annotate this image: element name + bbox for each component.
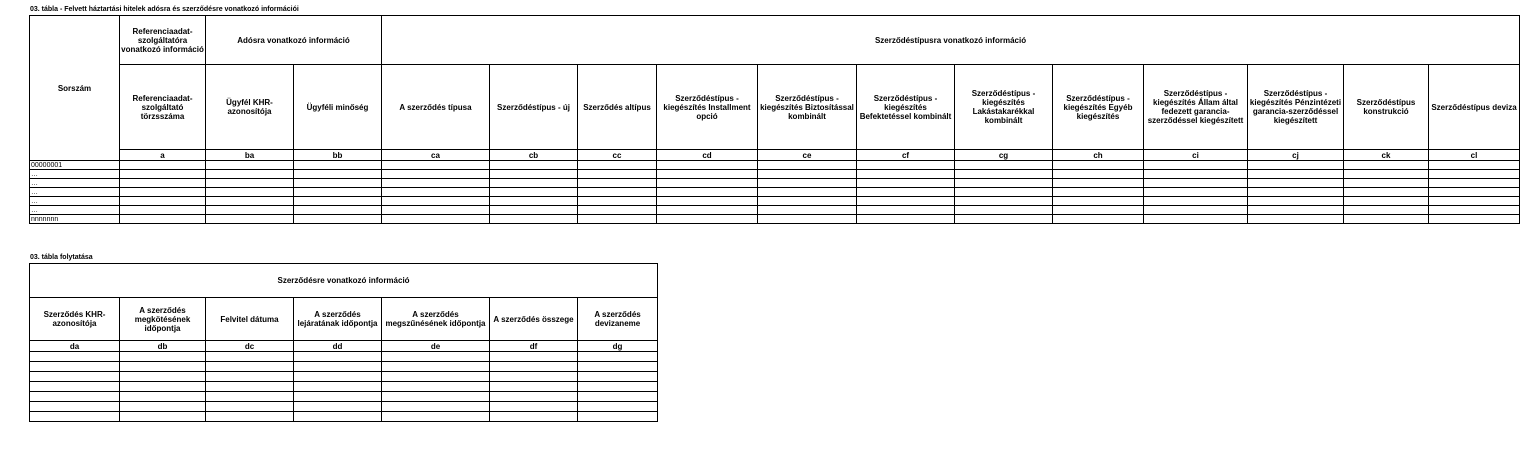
column-code-cg: cg bbox=[955, 150, 1053, 161]
table-cell bbox=[294, 197, 382, 206]
table-cell bbox=[206, 392, 294, 402]
table-cell bbox=[857, 170, 955, 179]
table-cell bbox=[382, 352, 490, 362]
table-cell bbox=[120, 412, 206, 422]
table-cell bbox=[857, 197, 955, 206]
row-number: nnnnnnn bbox=[30, 215, 120, 224]
table-cell bbox=[1053, 206, 1144, 215]
table-cell bbox=[578, 412, 658, 422]
table-cell bbox=[30, 402, 120, 412]
contract-info-table bbox=[29, 263, 658, 422]
table-cell bbox=[1144, 179, 1248, 188]
table-cell bbox=[294, 402, 382, 412]
table-cell bbox=[1144, 161, 1248, 170]
table-cell bbox=[758, 197, 857, 206]
table-cell bbox=[206, 402, 294, 412]
table-cell bbox=[578, 206, 657, 215]
column-header-df: A szerződés összege bbox=[490, 298, 578, 341]
table-row bbox=[30, 352, 658, 362]
table-cell bbox=[120, 215, 206, 224]
column-code-cf: cf bbox=[857, 150, 955, 161]
row-number: … bbox=[30, 179, 120, 188]
table-cell bbox=[120, 372, 206, 382]
row-number: … bbox=[30, 197, 120, 206]
table-cell bbox=[382, 170, 490, 179]
row-number: … bbox=[30, 170, 120, 179]
table-cell bbox=[578, 215, 657, 224]
column-header-ck: Szerződéstípus konstrukció bbox=[1344, 65, 1429, 150]
table-cell bbox=[294, 372, 382, 382]
table-cell bbox=[1248, 161, 1344, 170]
column-header-cj: Szerződéstípus - kiegészítés Pénzintézeti garancia-szerződéssel kiegészített bbox=[1248, 65, 1344, 150]
table-cell bbox=[1429, 206, 1520, 215]
table-cell bbox=[490, 402, 578, 412]
table-cell bbox=[1248, 215, 1344, 224]
table-cell bbox=[206, 179, 294, 188]
table-cell bbox=[490, 382, 578, 392]
column-code-cb: cb bbox=[490, 150, 578, 161]
table-row bbox=[30, 188, 1520, 197]
table-cell bbox=[1053, 197, 1144, 206]
column-code-dg: dg bbox=[578, 341, 658, 352]
row-number: … bbox=[30, 206, 120, 215]
table-cell bbox=[294, 352, 382, 362]
table-cell bbox=[382, 215, 490, 224]
table-cell bbox=[1144, 188, 1248, 197]
table-cell bbox=[758, 206, 857, 215]
household-loans-table bbox=[29, 15, 1520, 224]
table-cell bbox=[120, 206, 206, 215]
column-code-cc: cc bbox=[578, 150, 657, 161]
group-contract-header: Szerződésre vonatkozó információ bbox=[30, 264, 658, 298]
table-cell bbox=[490, 170, 578, 179]
table-cell bbox=[657, 179, 758, 188]
column-code-a: a bbox=[120, 150, 206, 161]
table-cell bbox=[1144, 170, 1248, 179]
column-header-ba: Ügyfél KHR-azonosítója bbox=[206, 65, 294, 150]
column-header-db: A szerződés megkötésének időpontja bbox=[120, 298, 206, 341]
table-row bbox=[30, 392, 658, 402]
column-header-cb: Szerződéstípus - új bbox=[490, 65, 578, 150]
table-cell bbox=[206, 161, 294, 170]
table-cell bbox=[294, 382, 382, 392]
table-cell bbox=[30, 372, 120, 382]
table-cell bbox=[1344, 170, 1429, 179]
table-cell bbox=[490, 372, 578, 382]
column-header-dc: Felvitel dátuma bbox=[206, 298, 294, 341]
table-cell bbox=[578, 372, 658, 382]
table-cell bbox=[1144, 197, 1248, 206]
table2-caption: 03. tábla folytatása bbox=[30, 254, 93, 261]
table-cell bbox=[490, 179, 578, 188]
table-cell bbox=[120, 188, 206, 197]
table-cell bbox=[657, 188, 758, 197]
table-cell bbox=[382, 161, 490, 170]
column-code-dc: dc bbox=[206, 341, 294, 352]
table-cell bbox=[206, 188, 294, 197]
table-cell bbox=[490, 392, 578, 402]
table-cell bbox=[206, 206, 294, 215]
table-cell bbox=[1429, 170, 1520, 179]
table-cell bbox=[578, 179, 657, 188]
table-cell bbox=[857, 179, 955, 188]
table-cell bbox=[1053, 188, 1144, 197]
column-code-de: de bbox=[382, 341, 490, 352]
table-cell bbox=[30, 412, 120, 422]
table-cell bbox=[206, 382, 294, 392]
table-cell bbox=[120, 362, 206, 372]
table-cell bbox=[857, 161, 955, 170]
column-code-cd: cd bbox=[657, 150, 758, 161]
table-cell bbox=[294, 215, 382, 224]
group-szerzodes-header: Szerződéstípusra vonatkozó információ bbox=[382, 16, 1520, 65]
table-cell bbox=[294, 412, 382, 422]
column-code-ca: ca bbox=[382, 150, 490, 161]
column-header-ch: Szerződéstípus - kiegészítés Egyéb kiegészítés bbox=[1053, 65, 1144, 150]
column-header-da: Szerződés KHR-azonosítója bbox=[30, 298, 120, 341]
table-cell bbox=[578, 392, 658, 402]
column-code-ch: ch bbox=[1053, 150, 1144, 161]
table-cell bbox=[578, 170, 657, 179]
table-cell bbox=[578, 402, 658, 412]
table-cell bbox=[490, 188, 578, 197]
column-header-ca: A szerződés típusa bbox=[382, 65, 490, 150]
table-cell bbox=[578, 382, 658, 392]
table-cell bbox=[955, 179, 1053, 188]
table-row bbox=[30, 362, 658, 372]
table-cell bbox=[120, 382, 206, 392]
column-header-bb: Ügyféli minőség bbox=[294, 65, 382, 150]
table-cell bbox=[30, 392, 120, 402]
table-row bbox=[30, 382, 658, 392]
table-cell bbox=[857, 215, 955, 224]
table-row bbox=[30, 179, 1520, 188]
table-cell bbox=[1429, 161, 1520, 170]
table-cell bbox=[1248, 179, 1344, 188]
table-cell bbox=[120, 197, 206, 206]
column-header-a: Referenciaadat-szolgáltató törzsszáma bbox=[120, 65, 206, 150]
column-code-ck: ck bbox=[1344, 150, 1429, 161]
column-header-row bbox=[30, 65, 1520, 150]
table-row bbox=[30, 197, 1520, 206]
column-header-row bbox=[30, 298, 658, 341]
table-cell bbox=[30, 362, 120, 372]
table-cell bbox=[758, 188, 857, 197]
table-cell bbox=[1248, 197, 1344, 206]
table-cell bbox=[1053, 170, 1144, 179]
column-header-dg: A szerződés devizaneme bbox=[578, 298, 658, 341]
column-code-row bbox=[30, 341, 658, 352]
table-cell bbox=[1429, 179, 1520, 188]
table-cell bbox=[294, 179, 382, 188]
table-cell bbox=[490, 197, 578, 206]
table-row bbox=[30, 402, 658, 412]
column-header-cl: Szerződéstípus deviza bbox=[1429, 65, 1520, 150]
column-code-ce: ce bbox=[758, 150, 857, 161]
group-adosra-header: Adósra vonatkozó információ bbox=[206, 16, 382, 65]
table-row bbox=[30, 215, 1520, 224]
table-cell bbox=[955, 197, 1053, 206]
table-cell bbox=[490, 161, 578, 170]
table-cell bbox=[382, 206, 490, 215]
column-header-ci: Szerződéstípus - kiegészítés Állam által fedezett garancia-szerződéssel kiegészített bbox=[1144, 65, 1248, 150]
table-cell bbox=[1344, 179, 1429, 188]
table-cell bbox=[382, 382, 490, 392]
column-header-dd: A szerződés lejáratának időpontja bbox=[294, 298, 382, 341]
table-cell bbox=[206, 412, 294, 422]
row-number: … bbox=[30, 188, 120, 197]
table-cell bbox=[578, 352, 658, 362]
table-cell bbox=[955, 170, 1053, 179]
table-cell bbox=[382, 179, 490, 188]
table-cell bbox=[955, 161, 1053, 170]
table-cell bbox=[294, 392, 382, 402]
table-cell bbox=[294, 188, 382, 197]
group-header-row bbox=[30, 16, 1520, 65]
table-cell bbox=[1344, 197, 1429, 206]
table-cell bbox=[1248, 170, 1344, 179]
table-cell bbox=[1344, 215, 1429, 224]
table-cell bbox=[1144, 215, 1248, 224]
row-number: 00000001 bbox=[30, 161, 120, 170]
column-code-db: db bbox=[120, 341, 206, 352]
table-cell bbox=[657, 206, 758, 215]
column-code-cj: cj bbox=[1248, 150, 1344, 161]
column-code-ba: ba bbox=[206, 150, 294, 161]
table-cell bbox=[578, 197, 657, 206]
table-cell bbox=[30, 352, 120, 362]
table-cell bbox=[206, 372, 294, 382]
table-cell bbox=[1053, 179, 1144, 188]
table-cell bbox=[1053, 215, 1144, 224]
table-cell bbox=[294, 362, 382, 372]
table-cell bbox=[578, 161, 657, 170]
table-cell bbox=[120, 161, 206, 170]
table-cell bbox=[206, 362, 294, 372]
table-cell bbox=[1429, 188, 1520, 197]
table-cell bbox=[657, 215, 758, 224]
table-cell bbox=[1053, 161, 1144, 170]
table-cell bbox=[206, 352, 294, 362]
table-row bbox=[30, 372, 658, 382]
table-cell bbox=[120, 170, 206, 179]
table-cell bbox=[382, 188, 490, 197]
column-code-row bbox=[30, 150, 1520, 161]
table-cell bbox=[382, 197, 490, 206]
table-cell bbox=[382, 392, 490, 402]
table1-caption: 03. tábla - Felvett háztartási hitelek adósra és szerződésre vonatkozó információi bbox=[30, 6, 299, 13]
table-cell bbox=[120, 179, 206, 188]
group-header-row bbox=[30, 264, 658, 298]
table-cell bbox=[758, 215, 857, 224]
table-cell bbox=[490, 206, 578, 215]
table-cell bbox=[120, 392, 206, 402]
column-code-ci: ci bbox=[1144, 150, 1248, 161]
table-cell bbox=[382, 412, 490, 422]
table-cell bbox=[382, 372, 490, 382]
table-cell bbox=[955, 215, 1053, 224]
column-code-da: da bbox=[30, 341, 120, 352]
table-cell bbox=[1344, 188, 1429, 197]
table-cell bbox=[657, 161, 758, 170]
table-cell bbox=[758, 161, 857, 170]
table-row bbox=[30, 161, 1520, 170]
column-header-de: A szerződés megszűnésének időpontja bbox=[382, 298, 490, 341]
table-cell bbox=[955, 188, 1053, 197]
table-row bbox=[30, 412, 658, 422]
table-cell bbox=[30, 382, 120, 392]
table-cell bbox=[857, 206, 955, 215]
sorszam-header: Sorszám bbox=[30, 16, 120, 161]
column-header-cg: Szerződéstípus - kiegészítés Lakástakarékkal kombinált bbox=[955, 65, 1053, 150]
table-cell bbox=[1429, 215, 1520, 224]
column-code-df: df bbox=[490, 341, 578, 352]
table-cell bbox=[294, 170, 382, 179]
table-cell bbox=[758, 170, 857, 179]
table-cell bbox=[1344, 206, 1429, 215]
table-cell bbox=[490, 215, 578, 224]
table-cell bbox=[955, 206, 1053, 215]
table-cell bbox=[578, 188, 657, 197]
table-cell bbox=[578, 362, 658, 372]
table-cell bbox=[490, 352, 578, 362]
table-cell bbox=[1344, 161, 1429, 170]
table-cell bbox=[1144, 206, 1248, 215]
table-row bbox=[30, 206, 1520, 215]
table-cell bbox=[1248, 206, 1344, 215]
table-cell bbox=[657, 197, 758, 206]
column-header-cc: Szerződés altípus bbox=[578, 65, 657, 150]
column-code-cl: cl bbox=[1429, 150, 1520, 161]
column-header-ce: Szerződéstípus - kiegészítés Biztosítással kombinált bbox=[758, 65, 857, 150]
group-ref-header: Referenciaadat-szolgáltatóra vonatkozó információ bbox=[120, 16, 206, 65]
table-cell bbox=[294, 206, 382, 215]
table-row bbox=[30, 170, 1520, 179]
table-cell bbox=[1248, 188, 1344, 197]
table-cell bbox=[206, 170, 294, 179]
table-cell bbox=[120, 402, 206, 412]
table-cell bbox=[758, 179, 857, 188]
table-cell bbox=[657, 170, 758, 179]
table-cell bbox=[857, 188, 955, 197]
column-header-cf: Szerződéstípus - kiegészítés Befektetéssel kombinált bbox=[857, 65, 955, 150]
table-cell bbox=[382, 402, 490, 412]
table-cell bbox=[120, 352, 206, 362]
table-cell bbox=[490, 362, 578, 372]
column-code-dd: dd bbox=[294, 341, 382, 352]
table-cell bbox=[490, 412, 578, 422]
table-cell bbox=[206, 215, 294, 224]
column-code-bb: bb bbox=[294, 150, 382, 161]
table-cell bbox=[294, 161, 382, 170]
table-cell bbox=[382, 362, 490, 372]
table-cell bbox=[206, 197, 294, 206]
column-header-cd: Szerződéstípus - kiegészítés Installment opció bbox=[657, 65, 758, 150]
table-cell bbox=[1429, 197, 1520, 206]
